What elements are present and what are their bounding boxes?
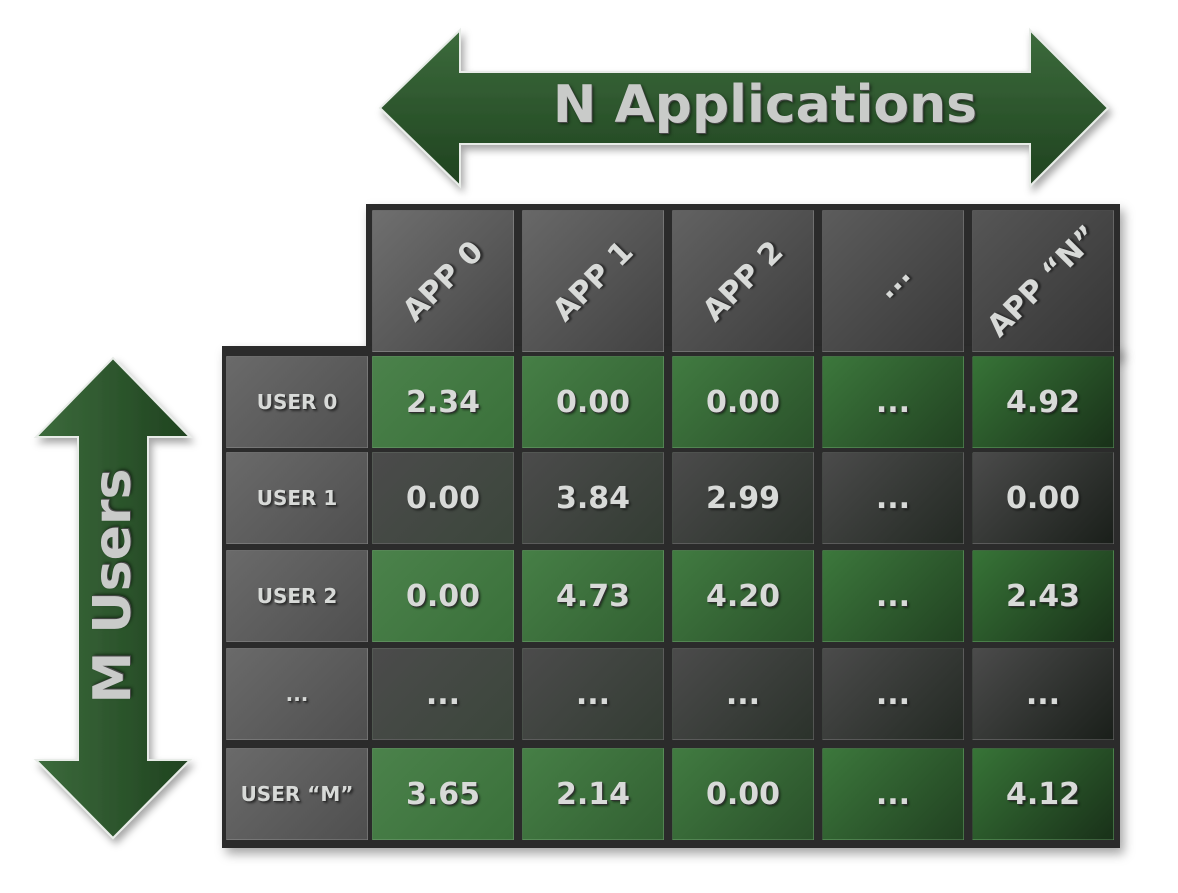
column-header — [522, 210, 664, 352]
matrix-cell: 0.00 — [672, 356, 814, 448]
matrix-cell: 3.84 — [522, 452, 664, 544]
matrix-cell: 4.20 — [672, 550, 814, 642]
matrix-cell: 0.00 — [672, 748, 814, 840]
row-header: USER “M” — [226, 748, 368, 840]
column-header — [972, 210, 1114, 352]
row-header: ... — [226, 648, 368, 740]
matrix-cell: 4.73 — [522, 550, 664, 642]
column-header-label: APP 2 — [695, 233, 791, 329]
column-header — [822, 210, 964, 352]
m-users-label: M Users — [83, 468, 143, 704]
matrix-cell: 2.43 — [972, 550, 1114, 642]
column-header-label: APP “N” — [980, 218, 1106, 344]
row-header: USER 0 — [226, 356, 368, 448]
matrix-cell: ... — [822, 648, 964, 740]
matrix-cell: 4.92 — [972, 356, 1114, 448]
matrix-cell: 2.34 — [372, 356, 514, 448]
matrix-cell: 0.00 — [372, 452, 514, 544]
column-header — [372, 210, 514, 352]
column-header — [672, 210, 814, 352]
matrix-cell: ... — [822, 748, 964, 840]
matrix-cell: 0.00 — [972, 452, 1114, 544]
column-header-label: APP 0 — [395, 233, 491, 329]
n-applications-label: N Applications — [552, 75, 978, 135]
matrix-cell: 0.00 — [522, 356, 664, 448]
matrix-cell: ... — [972, 648, 1114, 740]
matrix-cell: 4.12 — [972, 748, 1114, 840]
matrix-cell: 3.65 — [372, 748, 514, 840]
matrix-cell: ... — [822, 550, 964, 642]
matrix-cell: ... — [522, 648, 664, 740]
row-header: USER 2 — [226, 550, 368, 642]
column-header-label: APP 1 — [545, 233, 641, 329]
matrix-cell: ... — [822, 356, 964, 448]
column-header-label: ... — [868, 256, 918, 306]
row-header: USER 1 — [226, 452, 368, 544]
matrix-cell: 2.99 — [672, 452, 814, 544]
matrix-cell: ... — [372, 648, 514, 740]
matrix-cell: 2.14 — [522, 748, 664, 840]
matrix-cell: ... — [822, 452, 964, 544]
matrix-cell: 0.00 — [372, 550, 514, 642]
matrix-cell: ... — [672, 648, 814, 740]
